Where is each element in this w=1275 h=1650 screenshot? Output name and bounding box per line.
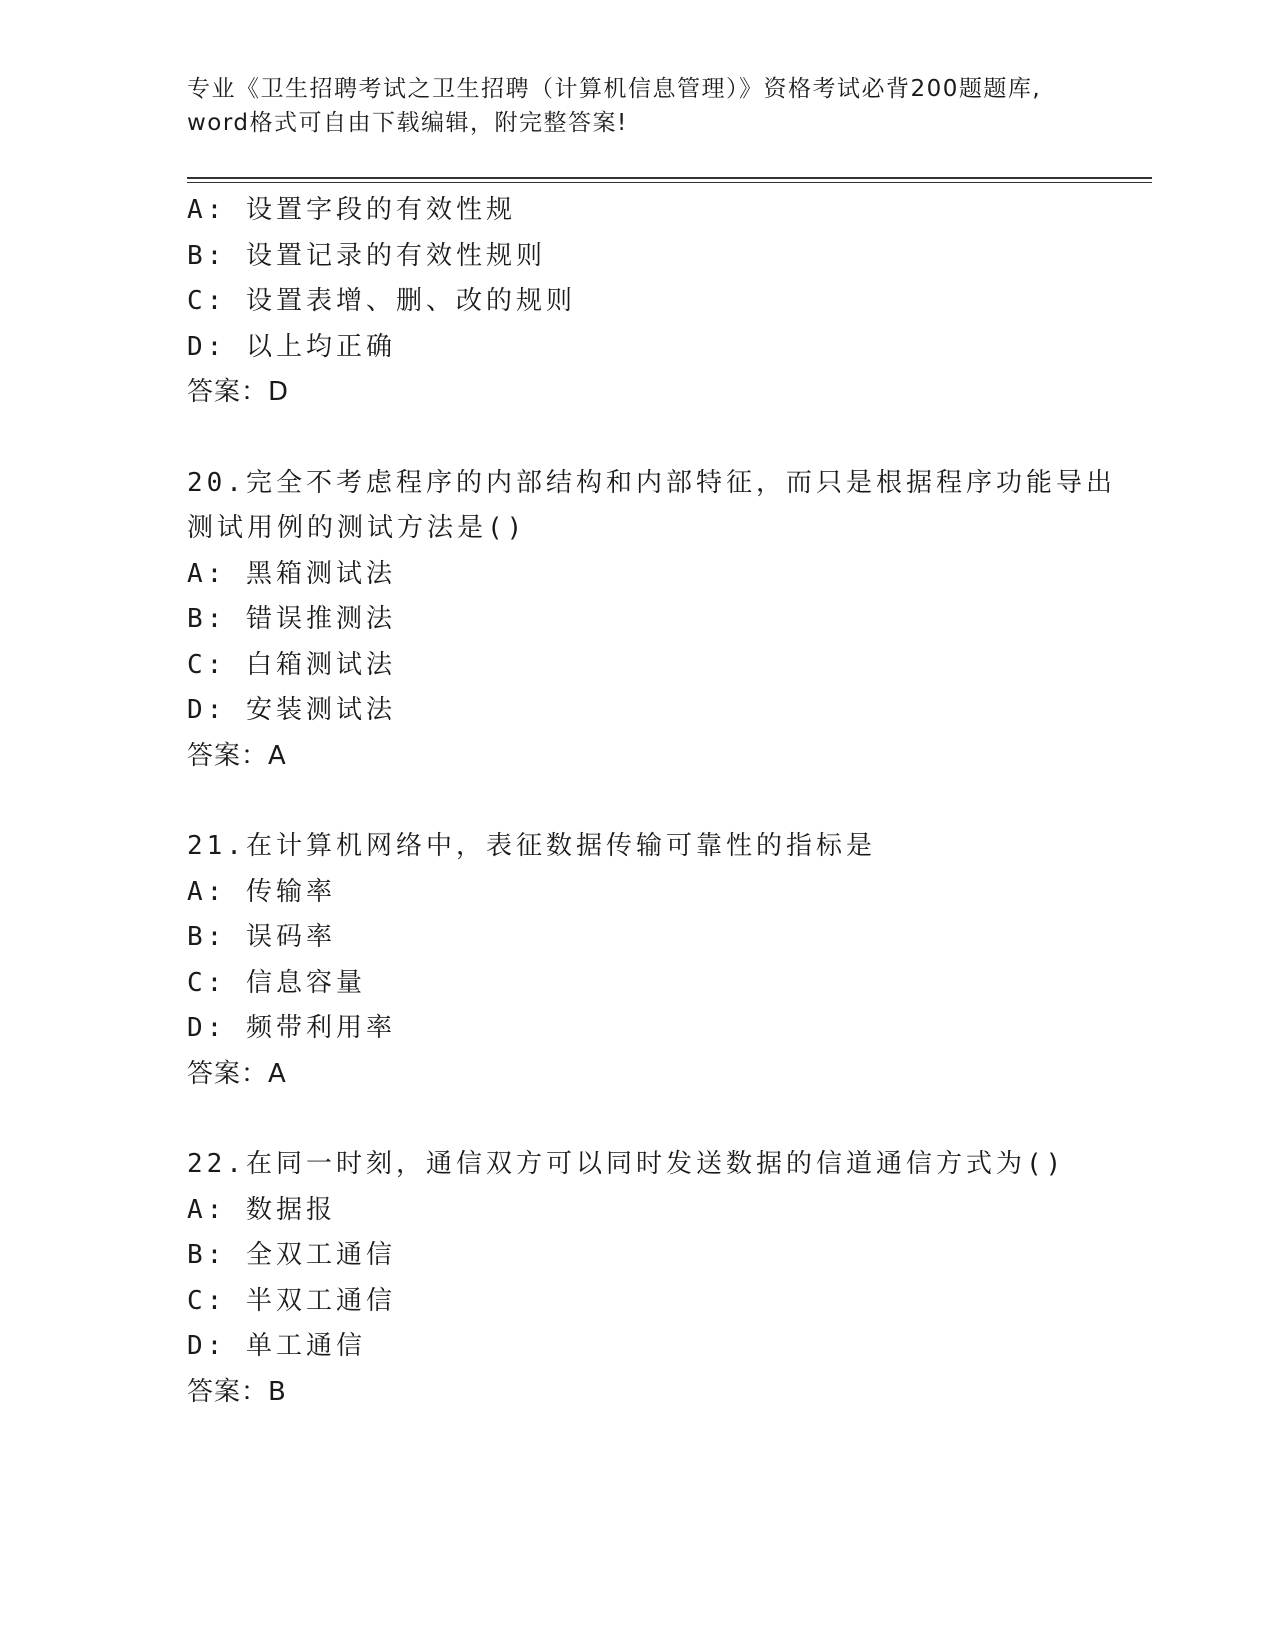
document-header (187, 72, 1087, 140)
option-d: D: 安装测试法 (187, 695, 396, 725)
option-a: A: 传输率 (187, 876, 336, 907)
question-list (187, 188, 1147, 1415)
question-stem: 20.完全不考虑程序的内部结构和内部特征，而只是根据程序功能导出 (187, 467, 1116, 498)
question-stem: 22.在同一时刻，通信双方可以同时发送数据的信道通信方式为() (187, 1149, 1066, 1179)
question-stem-continued: 测试用例的测试方法是() (187, 513, 527, 543)
question-block-21 (187, 824, 1147, 1097)
option-a: A: 黑箱测试法 (187, 558, 396, 589)
option-c: C: 半双工通信 (187, 1285, 396, 1316)
answer-line: 答案：D (187, 377, 290, 407)
header-divider-thick (187, 177, 1152, 179)
header-title-line-2: word格式可自由下载编辑，附完整答案! (187, 110, 628, 136)
option-a: A: 数据报 (187, 1194, 336, 1225)
question-block-19-continued (187, 188, 1147, 416)
option-c: C: 设置表增、删、改的规则 (187, 286, 576, 316)
option-c: C: 信息容量 (187, 967, 366, 998)
option-d: D: 频带利用率 (187, 1013, 396, 1043)
option-b: B: 错误推测法 (187, 604, 396, 634)
option-c: C: 白箱测试法 (187, 649, 396, 680)
option-a: A: 设置字段的有效性规 (187, 195, 516, 225)
option-b: B: 设置记录的有效性规则 (187, 240, 546, 271)
answer-line: 答案：A (187, 740, 287, 771)
question-block-22 (187, 1142, 1147, 1415)
option-b: B: 全双工通信 (187, 1240, 396, 1270)
header-divider-thin (187, 182, 1152, 183)
header-title-line-1: 专业《卫生招聘考试之卫生招聘（计算机信息管理）》资格考试必背200题题库, (187, 76, 1042, 102)
question-block-20 (187, 461, 1147, 780)
option-d: D: 单工通信 (187, 1331, 366, 1361)
answer-line: 答案：B (187, 1376, 287, 1407)
answer-line: 答案：A (187, 1058, 287, 1089)
option-d: D: 以上均正确 (187, 331, 396, 362)
option-b: B: 误码率 (187, 922, 336, 952)
question-stem: 21.在计算机网络中，表征数据传输可靠性的指标是 (187, 831, 876, 861)
